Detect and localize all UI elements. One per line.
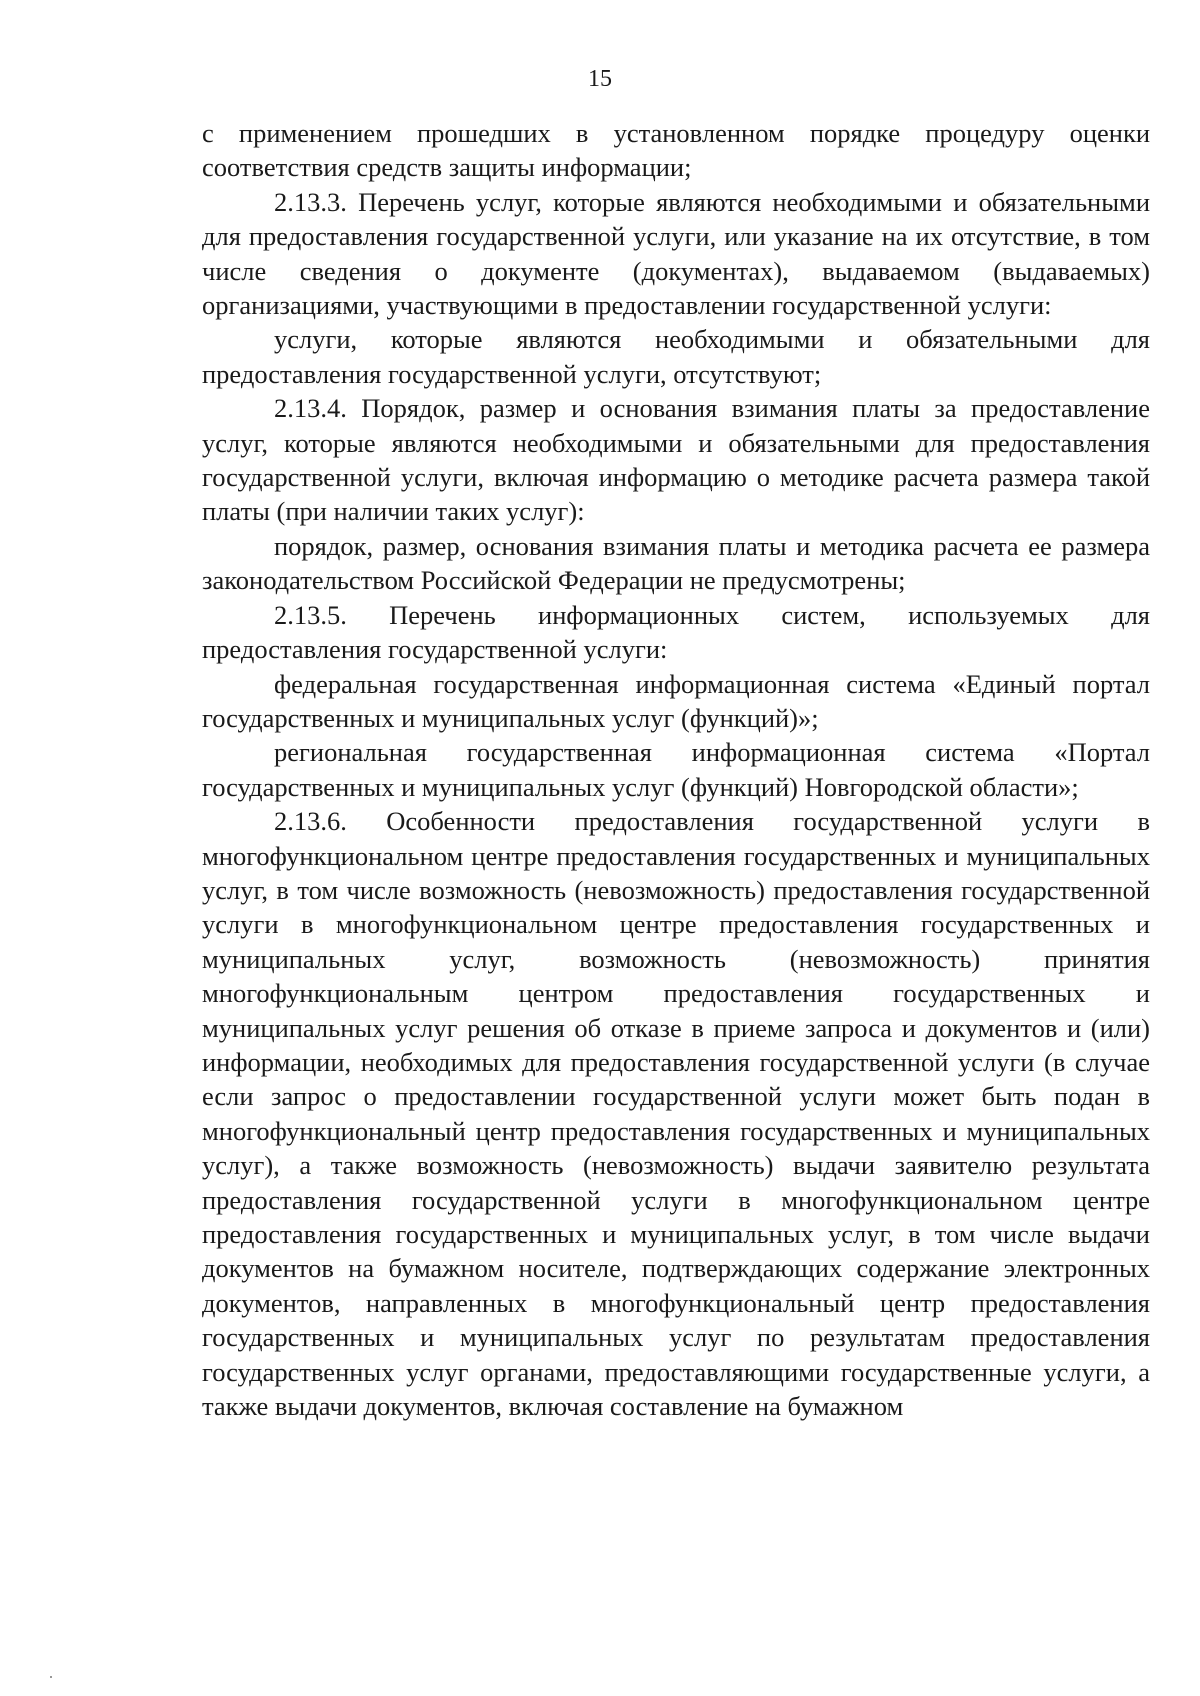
paragraph-services-absent: услуги, которые являются необходимыми и обязательными для предоставления государственной услуги, отсутствуют;	[202, 324, 1150, 389]
paragraph-2-13-4: 2.13.4. Порядок, размер и основания взимания платы за предоставление услуг, которые являются необходимыми и обязательными для предоставления государственной услуги, включая информацию о методике расчета размера такой платы (при наличии таких услуг):	[202, 393, 1150, 527]
paragraph-2-13-5: 2.13.5. Перечень информационных систем, используемых для предоставления государственной услуги:	[202, 599, 1150, 665]
paragraph-regional-portal: региональная государственная информационная система «Портал государственных и муниципальных услуг (функций) Новгородской области»;	[202, 737, 1150, 802]
paragraph-2-13-3: 2.13.3. Перечень услуг, которые являются необходимыми и обязательными для предоставления государственной услуги, или указание на их отсутствие, в том числе сведения о документе (документах), выдаваемом (выдаваемых) организациями, участвующими в предоставлении государственной услуги:	[202, 186, 1150, 321]
scan-speck	[50, 1676, 52, 1678]
paragraph-federal-portal: федеральная государственная информационная система «Единый портал государственных и муниципальных услуг (функций)»;	[202, 668, 1150, 733]
paragraph-continuation: с применением прошедших в установленном порядке процедуру оценки соответствия средств защиты информации;	[202, 118, 1150, 183]
page-number: 15	[588, 66, 612, 92]
document-body	[202, 116, 1150, 1423]
paragraph-fee-not-provided: порядок, размер, основания взимания платы и методика расчета ее размера законодательством Российской Федерации не предусмотрены;	[202, 530, 1150, 596]
paragraph-2-13-6: 2.13.6. Особенности предоставления государственной услуги в многофункциональном центре предоставления государственных и муниципальных услуг, в том числе возможность (невозможность) предоставления государственной услуги в многофункциональном центре предоставления государственных и муниципальных услуг, возможность (невозможность) принятия многофункциональным центром предоставления государственных и муниципальных услуг решения об отказе в приеме запроса и документов и (или) информации, необходимых для предоставления государственной услуги (в случае если запрос о предоставлении государственной услуги может быть подан в многофункциональный центр предоставления государственных и муниципальных услуг), а также возможность (невозможность) выдачи заявителю результата предоставления государственной услуги в многофункциональном центре предоставления государственных и муниципальных услуг, в том числе выдачи документов на бумажном носителе, подтверждающих содержание электронных документов, направленных в многофункциональный центр предоставления государственных и муниципальных услуг по результатам предоставления государственных услуг органами, предоставляющими государственные услуги, а также выдачи документов, включая составление на бумажном	[202, 806, 1150, 1422]
